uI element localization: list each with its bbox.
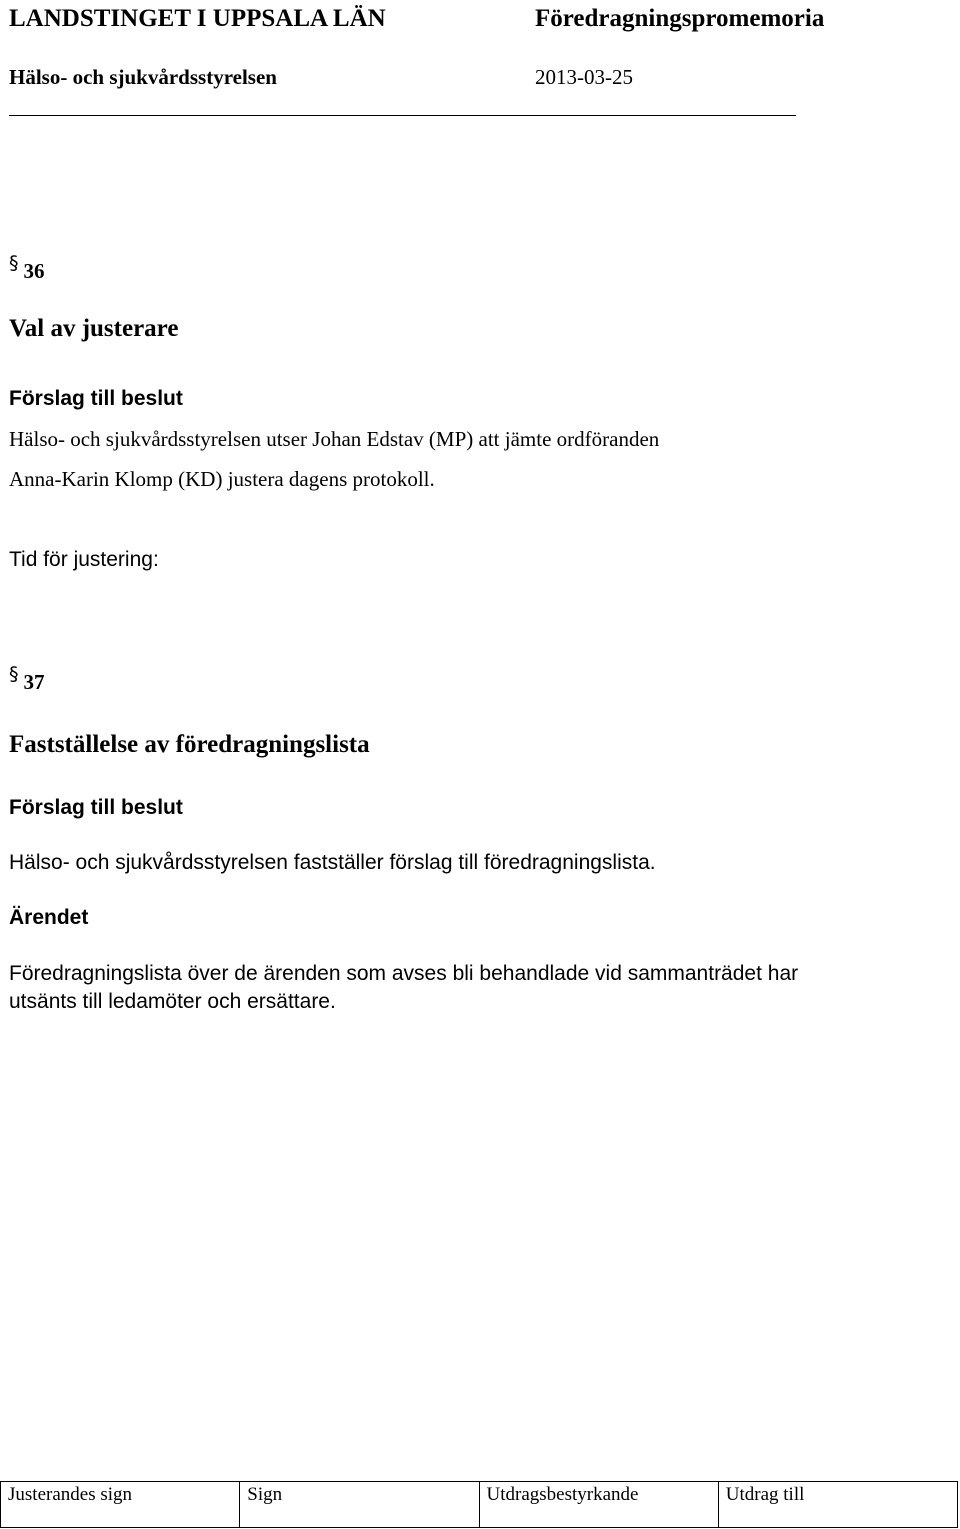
- section-37-matter-line-1: Föredragningslista över de ärenden som avses bli behandlade vid sammanträdet har: [9, 962, 799, 985]
- section-number: 36: [23, 259, 45, 283]
- utdrag-till-cell: Utdrag till: [718, 1482, 957, 1528]
- section-36-title: Val av justerare: [9, 315, 179, 342]
- section-symbol: §: [9, 663, 19, 685]
- section-36-proposal-heading: Förslag till beslut: [9, 387, 183, 410]
- section-37-proposal-heading: Förslag till beslut: [9, 796, 183, 819]
- section-37-proposal-text: Hälso- och sjukvårdsstyrelsen fastställer förslag till föredragningslista.: [9, 851, 656, 874]
- signature-row: [1, 1482, 958, 1528]
- section-36-number: [9, 252, 45, 286]
- section-37-matter-line-2: utsänts till ledamöter och ersättare.: [9, 990, 336, 1013]
- document-date: 2013-03-25: [535, 65, 633, 89]
- section-36-proposal-line-1: Hälso- och sjukvårdsstyrelsen utser Johan Edstav (MP) att jämte ordföranden: [9, 427, 660, 451]
- sign-cell: Sign: [240, 1482, 479, 1528]
- organization-name: LANDSTINGET I UPPSALA LÄN: [9, 5, 386, 32]
- section-36-proposal-line-2: Anna-Karin Klomp (KD) justera dagens protokoll.: [9, 467, 435, 491]
- board-name: Hälso- och sjukvårdsstyrelsen: [9, 65, 277, 89]
- section-number: 37: [23, 670, 45, 694]
- section-symbol: §: [9, 252, 19, 274]
- section-37-number: [9, 663, 45, 697]
- utdragsbestyrkande-cell: Utdragsbestyrkande: [479, 1482, 718, 1528]
- section-37-matter-heading: Ärendet: [9, 906, 89, 929]
- justerandes-sign-cell: Justerandes sign: [1, 1482, 240, 1528]
- document-type: Föredragningspromemoria: [535, 5, 825, 32]
- header-divider: [9, 115, 796, 116]
- adjustment-time-label: Tid för justering:: [9, 548, 159, 571]
- signature-table: [0, 1481, 958, 1528]
- section-37-title: Fastställelse av föredragningslista: [9, 731, 370, 758]
